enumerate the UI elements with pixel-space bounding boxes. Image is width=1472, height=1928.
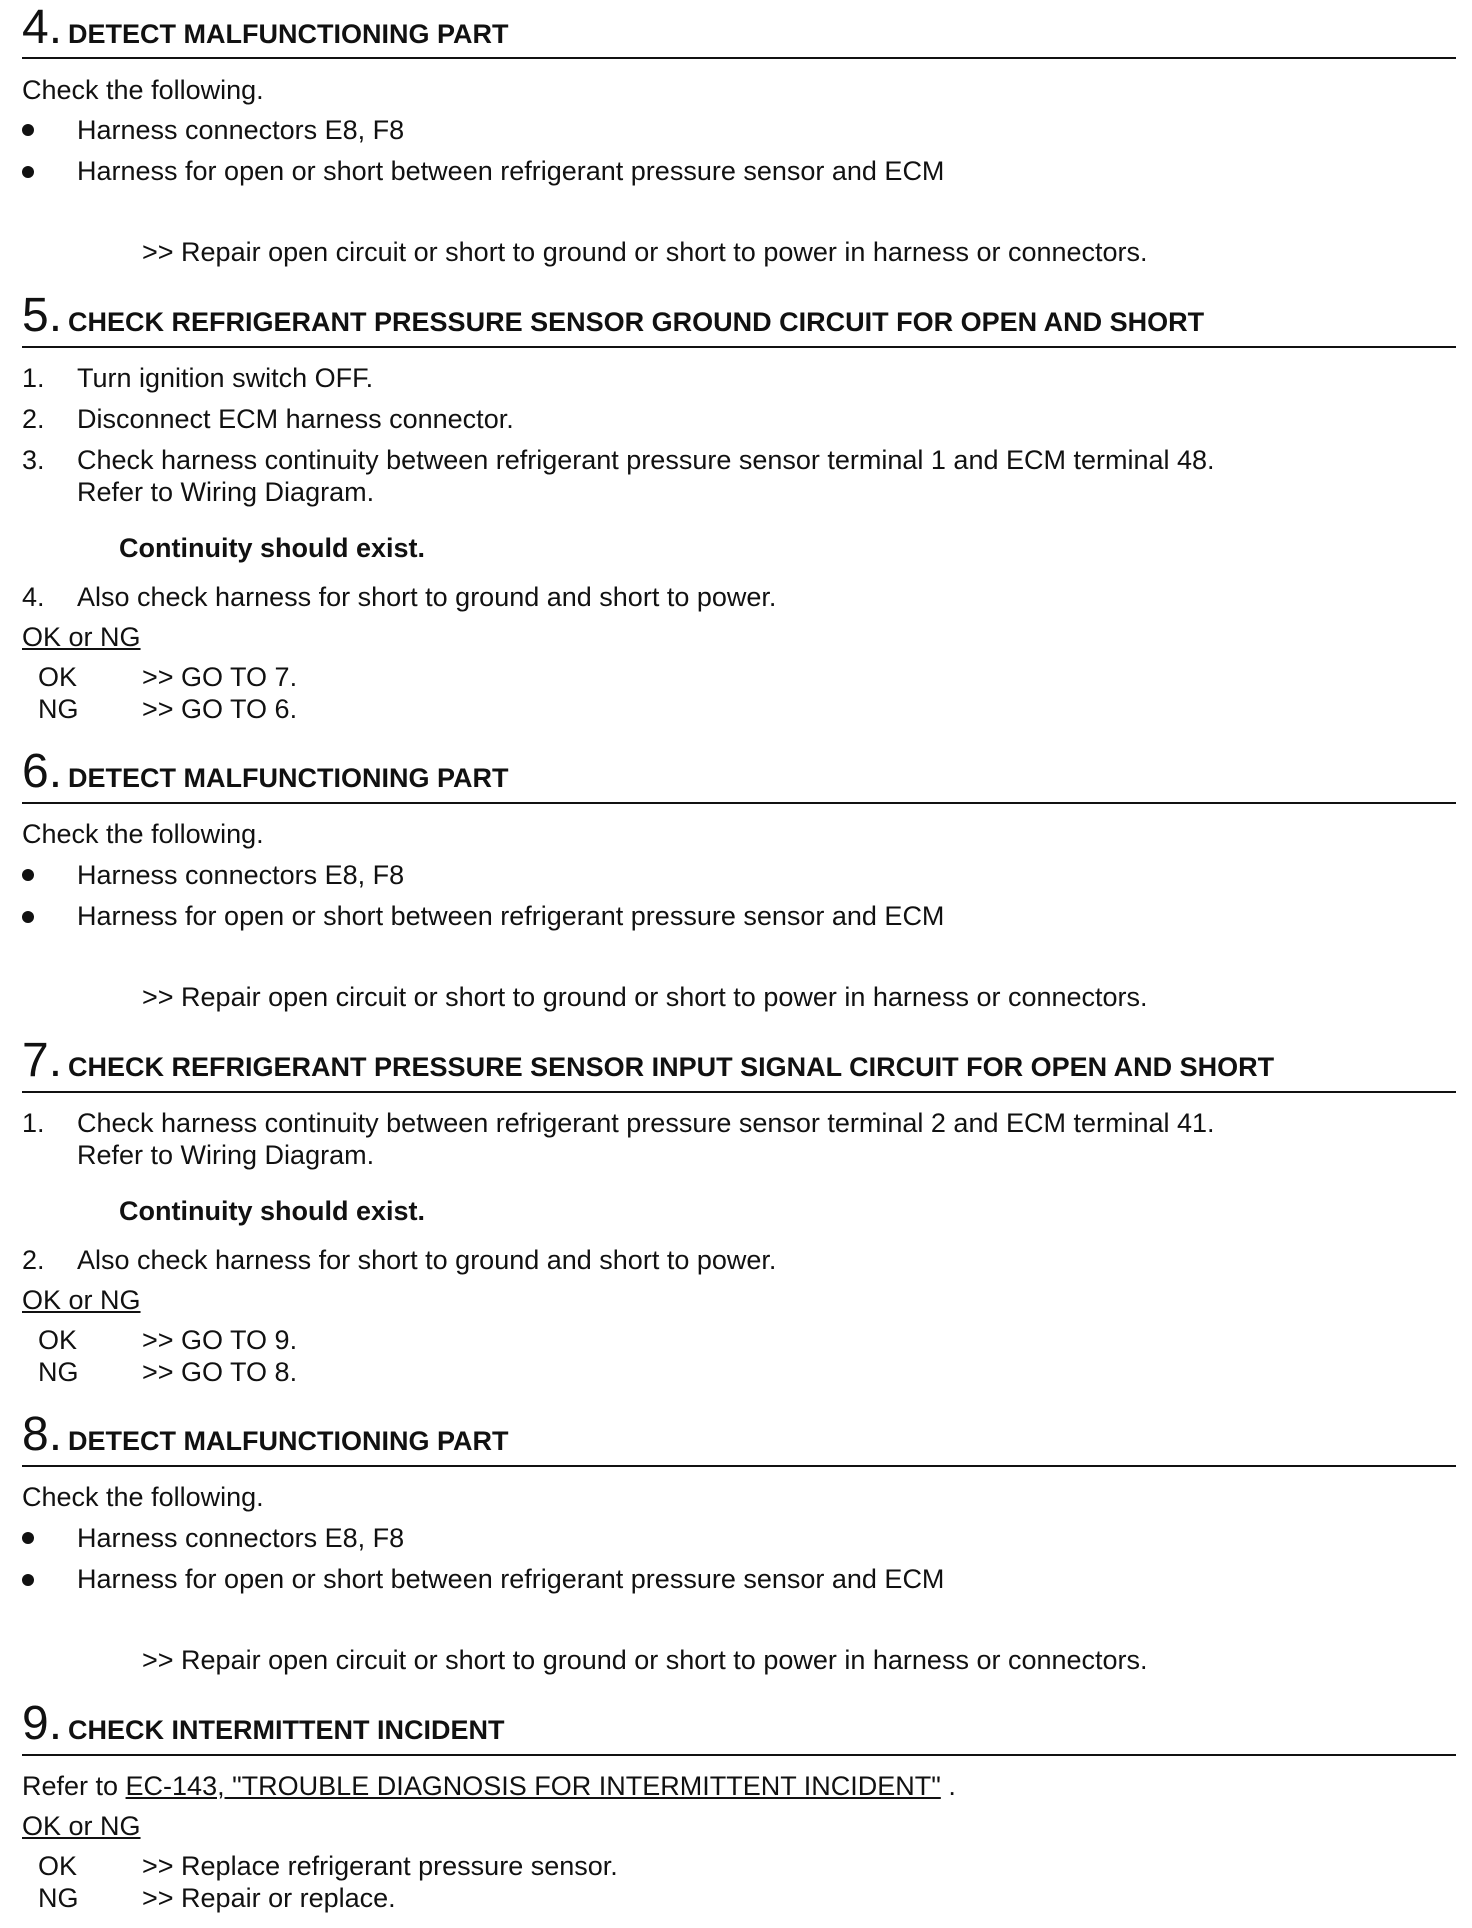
step-index: 4.: [22, 582, 45, 612]
step-text: Disconnect ECM harness connector.: [77, 404, 514, 434]
step-index: 3.: [22, 445, 45, 475]
section-divider: [22, 1091, 1456, 1093]
step-text-continued: Refer to Wiring Diagram.: [77, 1140, 375, 1170]
result-action: >> Replace refrigerant pressure sensor.: [142, 1851, 618, 1881]
step-text: Also check harness for short to ground and short to power.: [77, 1245, 777, 1275]
bullet-icon: [22, 166, 34, 178]
step-index: 2.: [22, 1245, 45, 1275]
ok-or-ng-label: OK or NG: [22, 1811, 141, 1841]
step-title: CHECK INTERMITTENT INCIDENT: [68, 1715, 505, 1745]
step-index: 1.: [22, 363, 45, 393]
continuity-spec: Continuity should exist.: [119, 533, 426, 563]
bullet-icon: [22, 869, 34, 881]
step-number: 6.: [22, 745, 63, 798]
refer-prefix: Refer to: [22, 1771, 126, 1801]
section-divider: [22, 346, 1456, 348]
step-text: Also check harness for short to ground and short to power.: [77, 582, 777, 612]
step-text-continued: Refer to Wiring Diagram.: [77, 477, 375, 507]
section-7-heading: [22, 1035, 1274, 1087]
section-5-heading: [22, 290, 1204, 342]
step-title: DETECT MALFUNCTIONING PART: [68, 19, 509, 49]
bullet-icon: [22, 911, 34, 923]
ok-or-ng-label: OK or NG: [22, 1285, 141, 1315]
step-number: 9.: [22, 1697, 63, 1750]
bullet-item: Harness connectors E8, F8: [77, 1523, 405, 1553]
repair-action: >> Repair open circuit or short to ground or short to power in harness or connectors.: [142, 1645, 1148, 1675]
result-action: >> GO TO 8.: [142, 1357, 298, 1387]
bullet-icon: [22, 124, 34, 136]
step-index: 1.: [22, 1108, 45, 1138]
result-code: NG: [38, 694, 79, 724]
result-action: >> GO TO 7.: [142, 662, 298, 692]
result-action: >> GO TO 6.: [142, 694, 298, 724]
refer-suffix: .: [940, 1771, 956, 1801]
continuity-spec: Continuity should exist.: [119, 1196, 426, 1226]
step-number: 8.: [22, 1408, 63, 1461]
repair-action: >> Repair open circuit or short to ground or short to power in harness or connectors.: [142, 982, 1148, 1012]
step-title: CHECK REFRIGERANT PRESSURE SENSOR GROUND CIRCUIT FOR OPEN AND SHORT: [68, 307, 1205, 337]
result-code: NG: [38, 1357, 79, 1387]
section-9-heading: [22, 1698, 505, 1750]
section-divider: [22, 57, 1456, 59]
step-number: 5.: [22, 289, 63, 342]
check-intro: Check the following.: [22, 1482, 264, 1512]
result-code: OK: [38, 1851, 78, 1881]
bullet-item: Harness connectors E8, F8: [77, 860, 405, 890]
refer-text: [22, 1770, 956, 1802]
step-index: 2.: [22, 404, 45, 434]
bullet-icon: [22, 1532, 34, 1544]
step-text: Check harness continuity between refrigerant pressure sensor terminal 2 and ECM terminal 41.: [77, 1108, 1215, 1138]
repair-action: >> Repair open circuit or short to ground or short to power in harness or connectors.: [142, 237, 1148, 267]
section-divider: [22, 802, 1456, 804]
check-intro: Check the following.: [22, 75, 264, 105]
step-title: DETECT MALFUNCTIONING PART: [68, 763, 509, 793]
bullet-item: Harness for open or short between refrigerant pressure sensor and ECM: [77, 1564, 945, 1594]
bullet-item: Harness for open or short between refrigerant pressure sensor and ECM: [77, 156, 945, 186]
section-6-heading: [22, 746, 509, 798]
result-action: >> GO TO 9.: [142, 1325, 298, 1355]
ok-or-ng-label: OK or NG: [22, 622, 141, 652]
step-text: Turn ignition switch OFF.: [77, 363, 374, 393]
section-8-heading: [22, 1409, 509, 1461]
section-4-heading: [22, 2, 509, 54]
ec-143-reference-link[interactable]: EC-143, "TROUBLE DIAGNOSIS FOR INTERMITTENT INCIDENT": [125, 1771, 941, 1801]
check-intro: Check the following.: [22, 819, 264, 849]
result-action: >> Repair or replace.: [142, 1883, 396, 1913]
step-number: 4.: [22, 1, 63, 54]
step-text: Check harness continuity between refrigerant pressure sensor terminal 1 and ECM terminal 48.: [77, 445, 1215, 475]
section-divider: [22, 1465, 1456, 1467]
bullet-item: Harness for open or short between refrigerant pressure sensor and ECM: [77, 901, 945, 931]
section-divider: [22, 1754, 1456, 1756]
bullet-icon: [22, 1574, 34, 1586]
step-title: CHECK REFRIGERANT PRESSURE SENSOR INPUT SIGNAL CIRCUIT FOR OPEN AND SHORT: [68, 1052, 1275, 1082]
step-number: 7.: [22, 1034, 63, 1087]
result-code: NG: [38, 1883, 79, 1913]
bullet-item: Harness connectors E8, F8: [77, 115, 405, 145]
step-title: DETECT MALFUNCTIONING PART: [68, 1426, 509, 1456]
result-code: OK: [38, 662, 78, 692]
result-code: OK: [38, 1325, 78, 1355]
